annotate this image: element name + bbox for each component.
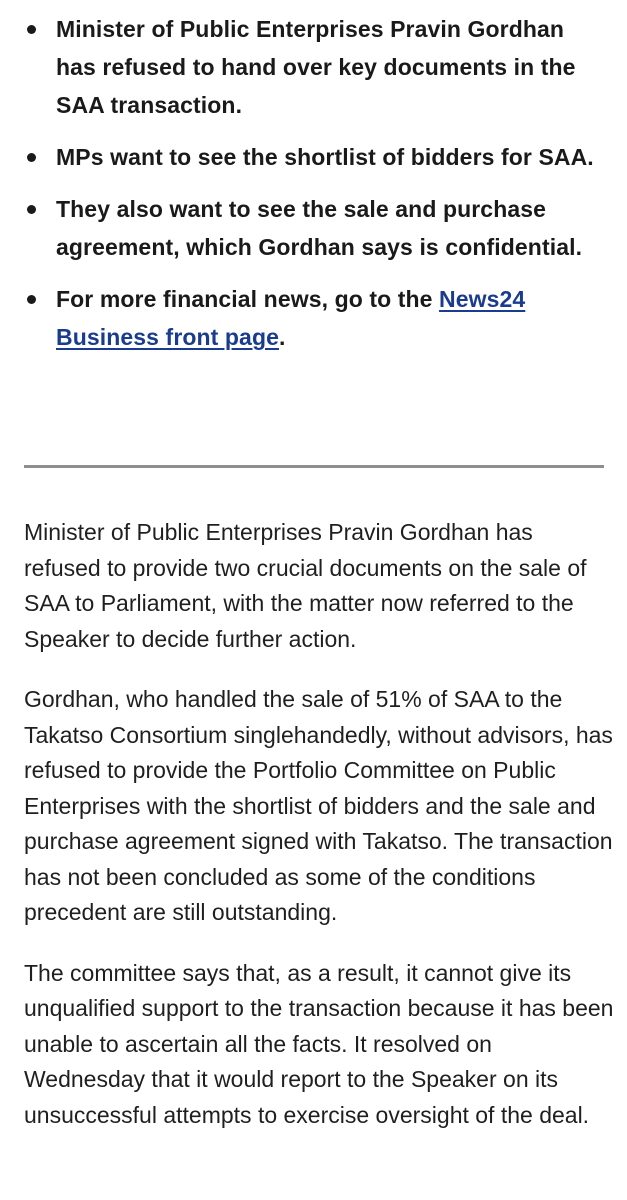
body-paragraph: The committee says that, as a result, it cannot give its unqualified support to the transaction because it has been unable to ascertain all the facts. It resolved on Wednesday that it would report to the Speaker on its unsuccessful attempts to exercise oversight of the deal. [24,959,614,1128]
key-point-text: For more financial news, go to the [56,286,440,312]
bullet-dot-icon [27,205,36,214]
section-divider [24,465,604,468]
key-point-text: They also want to see the sale and purchase agreement, which Gordhan says is confidential. [56,196,583,260]
key-point-item [0,10,627,124]
key-point-text: Minister of Public Enterprises Pravin Gordhan has refused to hand over key documents in the SAA transaction. [56,16,576,118]
key-point-item [0,138,627,176]
body-paragraph: Gordhan, who handled the sale of 51% of SAA to the Takatso Consortium singlehandedly, without advisors, has refused to provide the Portfolio Committee on Public Enterprises with the shortlist of bidders and the sale and purchase agreement signed with Takatso. The transaction has not been concluded as some of the conditions precedent are still outstanding. [24,686,613,925]
key-point-text: MPs want to see the shortlist of bidders for SAA. [56,144,594,170]
bullet-dot-icon [27,295,36,304]
business-front-page-link[interactable]: News24 Business front page [56,286,526,350]
key-point-item [0,190,627,266]
bullet-dot-icon [27,153,36,162]
key-point-text-end: . [279,324,286,350]
key-point-item [0,280,627,356]
key-points-list [0,10,627,356]
body-paragraph: Minister of Public Enterprises Pravin Gordhan has refused to provide two crucial documents on the sale of SAA to Parliament, with the matter now referred to the Speaker to decide further action. [24,519,587,652]
article-body [24,515,614,1158]
bullet-dot-icon [27,25,36,34]
